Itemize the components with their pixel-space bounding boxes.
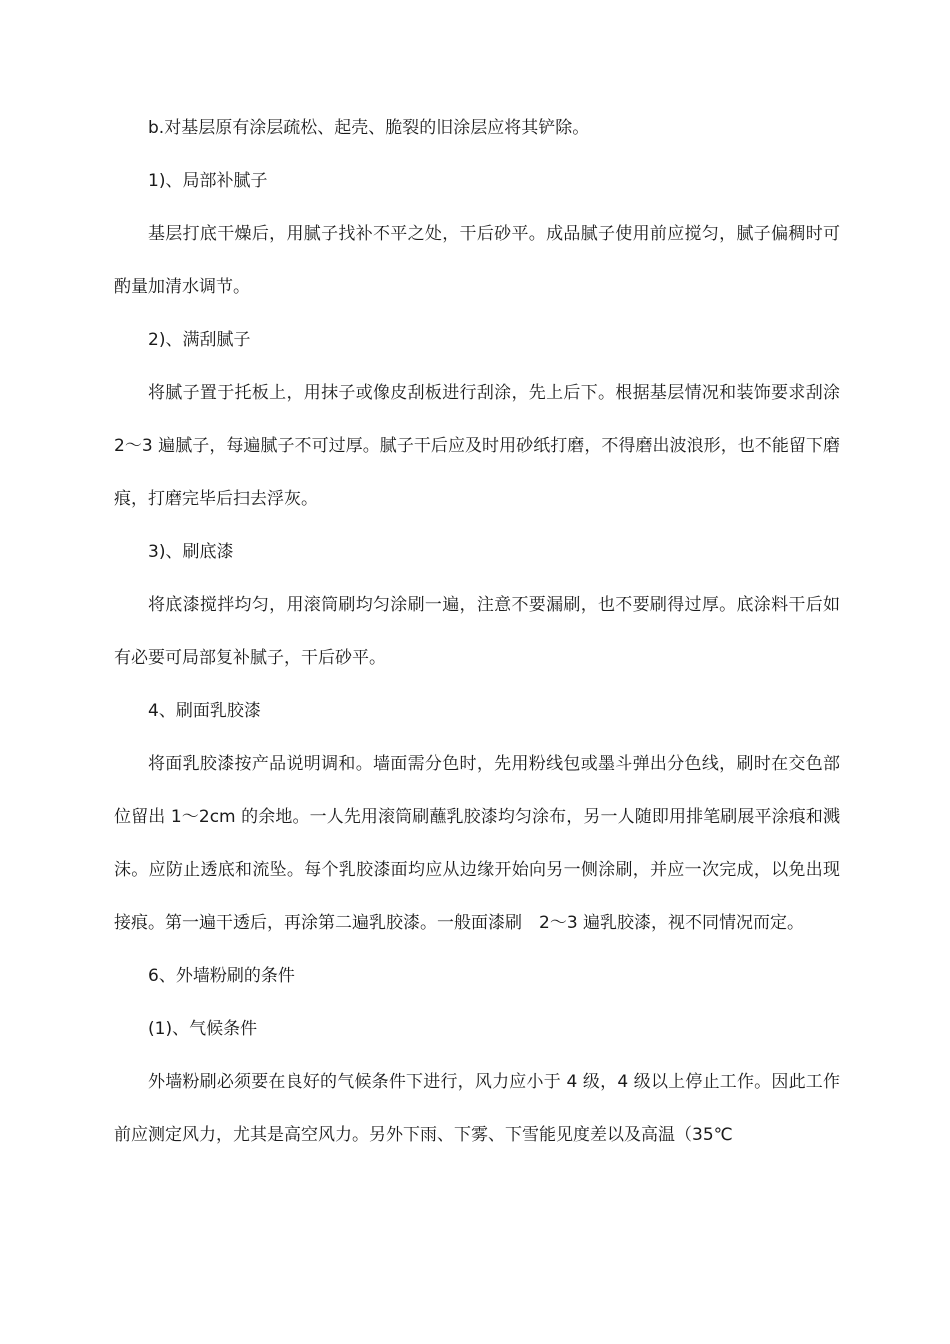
paragraph-local-putty: 基层打底干燥后，用腻子找补不平之处，干后砂平。成品腻子使用前应搅匀，腻子偏稠时可酌量加清水调节。 bbox=[114, 224, 840, 297]
paragraph-remove-old-coating: b.对基层原有涂层疏松、起壳、脆裂的旧涂层应将其铲除。 bbox=[148, 118, 590, 138]
paragraph-full-putty: 将腻子置于托板上，用抹子或像皮刮板进行刮涂，先上后下。根据基层情况和装饰要求刮涂 2～3 遍腻子，每遍腻子不可过厚。腻子干后应及时用砂纸打磨，不得磨出波浪形，也不能留下磨痕，打磨完毕后扫去浮灰。 bbox=[114, 383, 840, 509]
document-body bbox=[114, 102, 840, 1162]
heading-exterior-wall-conditions: 6、外墙粉刷的条件 bbox=[148, 966, 295, 986]
heading-primer: 3)、刷底漆 bbox=[148, 542, 234, 562]
paragraph-climate-conditions: 外墙粉刷必须要在良好的气候条件下进行，风力应小于 4 级，4 级以上停止工作。因此工作前应测定风力，尤其是高空风力。另外下雨、下雾、下雪能见度差以及高温（35℃ bbox=[114, 1072, 840, 1145]
paragraph-latex-topcoat: 将面乳胶漆按产品说明调和。墙面需分色时，先用粉线包或墨斗弹出分色线，刷时在交色部位留出 1～2cm 的余地。一人先用滚筒刷蘸乳胶漆均匀涂布，另一人随即用排笔刷展平涂痕和溅沫。应防止透底和流坠。每个乳胶漆面均应从边缘开始向另一侧涂刷，并应一次完成，以免出现接痕。第一遍干透后，再涂第二遍乳胶漆。一般面漆刷 2～3 遍乳胶漆，视不同情况而定。 bbox=[114, 754, 840, 933]
heading-local-putty: 1)、局部补腻子 bbox=[148, 171, 268, 191]
heading-climate-conditions: (1)、气候条件 bbox=[148, 1019, 258, 1039]
paragraph-primer: 将底漆搅拌均匀，用滚筒刷均匀涂刷一遍，注意不要漏刷，也不要刷得过厚。底涂料干后如有必要可局部复补腻子，干后砂平。 bbox=[114, 595, 840, 668]
heading-latex-topcoat: 4、刷面乳胶漆 bbox=[148, 701, 261, 721]
heading-full-putty: 2)、满刮腻子 bbox=[148, 330, 251, 350]
